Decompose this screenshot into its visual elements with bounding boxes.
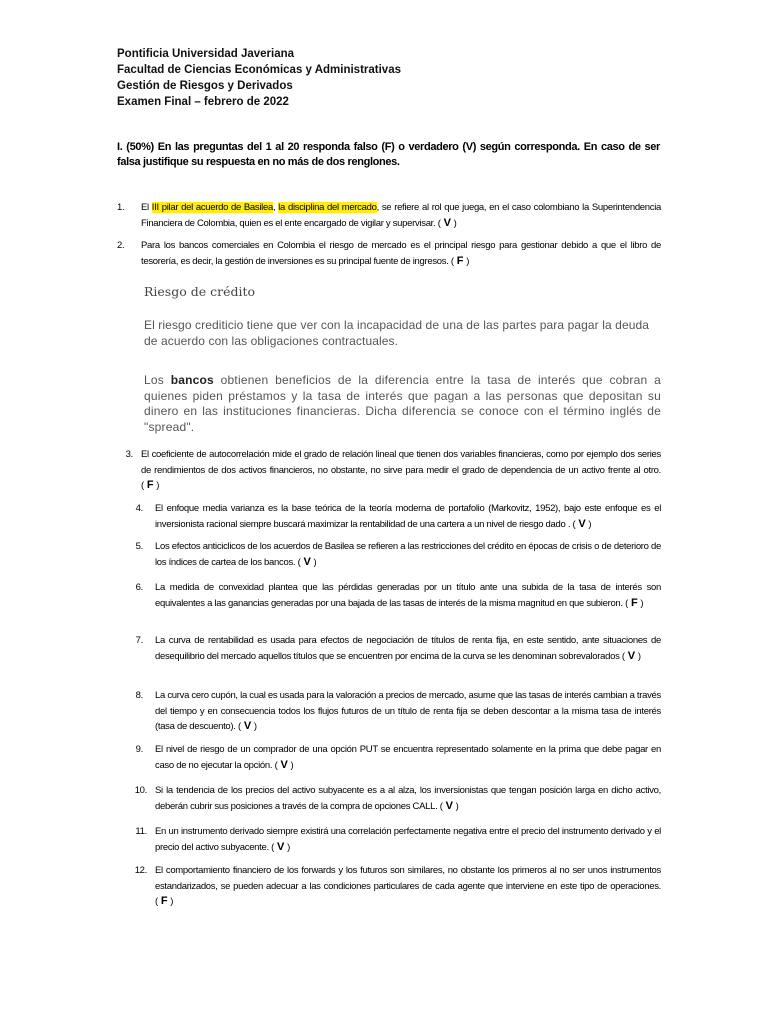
answer-mark: V — [578, 517, 586, 530]
question-10 — [117, 783, 661, 815]
question-2 — [117, 238, 661, 270]
answer-mark: V — [280, 758, 288, 771]
question-number: 3. — [125, 449, 133, 460]
answer-mark: V — [277, 840, 285, 853]
question-12 — [117, 863, 661, 911]
question-number: 12. — [134, 865, 147, 876]
answer-mark: V — [443, 216, 451, 229]
question-number: 10. — [134, 785, 147, 796]
question-text: El enfoque media varianza es la base teórica de la teoría moderna de portafolio (Markovitz, 1952), bajo este enfoque es el inversionista racional siempre buscará maximizar la rentabilidad de una cartera a un nivel de riesgo dado . ( V ) — [155, 503, 661, 530]
question-number: 5. — [135, 541, 143, 552]
question-text: El comportamiento financiero de los forwards y los futuros son similares, no obstante los primeros al no ser unos instrumentos estandarizados, se pueden adecuar a las condiciones particulares de cada agente que interviene en este tipo de operaciones. ( F ) — [155, 865, 661, 908]
question-number: 7. — [135, 635, 143, 646]
question-number: 2. — [117, 240, 125, 251]
course-name: Gestión de Riesgos y Derivados — [117, 80, 293, 92]
question-text: La curva de rentabilidad es usada para efectos de negociación de títulos de renta fija, en este sentido, ante situaciones de desequilibrio del mercado aquellos títulos que se encuentren por encima de la curva se les denominan sobrevalorados ( V ) — [155, 635, 661, 662]
question-text: El III pilar del acuerdo de Basilea, la disciplina del mercado, se refiere al rol que juega, en el caso colombiano la Superintendencia Financiera de Colombia, quien es el ente encargado de vigilar y supervisar. ( V ) — [141, 202, 662, 229]
question-6 — [117, 580, 661, 628]
question-8 — [117, 688, 661, 736]
answer-mark: V — [445, 799, 453, 812]
question-number: 4. — [135, 503, 143, 514]
university-name: Pontificia Universidad Javeriana — [117, 48, 295, 60]
section-instructions: I. (50%) En las preguntas del 1 al 20 responda falso (F) o verdadero (V) según corresponda. En caso de ser falsa justifique su respuesta en no más de dos renglones. — [117, 141, 660, 168]
answer-mark: F — [146, 479, 154, 492]
question-number: 1. — [117, 202, 125, 213]
question-1 — [117, 200, 661, 232]
question-text: La medida de convexidad plantea que las pérdidas generadas por un título ante una subida de la tasa de interés son equivalentes a las ganancias generadas por una bajada de las tasas de interés de la misma magnitud en que subieron. ( F ) — [155, 582, 661, 609]
exam-title: Examen Final – febrero de 2022 — [117, 96, 289, 108]
question-text: Si la tendencia de los precios del activo subyacente es a al alza, los inversionistas que tengan posición larga en dicho activo, deberán cubrir sus posiciones a través de la compra de opciones CALL. ( V ) — [155, 785, 661, 812]
question-number: 9. — [135, 744, 143, 755]
answer-mark: F — [630, 596, 638, 609]
faculty-name: Facultad de Ciencias Económicas y Administrativas — [117, 64, 401, 76]
highlight-market-discipline: la disciplina del mercado — [278, 202, 377, 213]
banks-bold: bancos — [170, 373, 214, 387]
credit-risk-paragraph-2: Los bancos obtienen beneficios de la diferencia entre la tasa de interés que cobran a quienes piden préstamos y la tasa de interés que pagan a las personas que depositan su dinero en las instituciones financieras. Dicha diferencia se conoce con el término inglés de "spread". — [144, 373, 662, 434]
question-9 — [117, 742, 661, 774]
question-text: En un instrumento derivado siempre existirá una correlación perfectamente negativa entre el precio del instrumento derivado y el precio del activo subyacente. ( V ) — [155, 826, 661, 853]
question-text: El coeficiente de autocorrelación mide el grado de relación lineal que tienen dos variables financieras, como por ejemplo dos series de rendimientos de dos activos financieros, no obstante, no sirve para medir el grado de dependencia de un activo frente al otro. ( F ) — [141, 449, 661, 492]
credit-risk-title: Riesgo de crédito — [144, 284, 256, 299]
question-4 — [117, 501, 661, 533]
question-7 — [117, 633, 661, 681]
question-3 — [117, 447, 661, 495]
question-5 — [117, 539, 661, 571]
answer-mark: V — [243, 720, 251, 733]
question-11 — [117, 824, 661, 856]
highlight-pillar: III pilar del acuerdo de Basilea — [151, 202, 273, 213]
question-text: Los efectos anticiclicos de los acuerdos de Basilea se refieren a las restricciones del crédito en épocas de crisis o de deterioro de los índices de cartea de los bancos. ( V ) — [155, 541, 661, 568]
question-text: La curva cero cupón, la cual es usada para la valoración a precios de mercado, asume que las tasas de interés cambian a través del tiempo y en consecuencia todos los flujos futuros de un título de renta fija se deben descontar a la misma tasa de interés (tasa de descuento). ( V ) — [155, 690, 661, 733]
question-number: 11. — [135, 826, 147, 837]
answer-mark: V — [303, 555, 311, 568]
question-text: El nivel de riesgo de un comprador de una opción PUT se encuentra representado solamente en la prima que debe pagar en caso de no ejecutar la opción. ( V ) — [155, 744, 661, 771]
question-number: 8. — [135, 690, 143, 701]
document-header — [117, 46, 401, 110]
question-number: 6. — [135, 582, 143, 593]
credit-risk-paragraph-1: El riesgo crediticio tiene que ver con la incapacidad de una de las partes para pagar la deuda de acuerdo con las obligaciones contractuales. — [144, 318, 650, 348]
answer-mark: F — [456, 254, 464, 267]
question-text: Para los bancos comerciales en Colombia el riesgo de mercado es el principal riesgo para gestionar debido a que el libro de tesorería, es decir, la gestión de inversiones es su principal fuente de ingresos. ( F ) — [141, 240, 661, 267]
answer-mark: V — [627, 649, 635, 662]
answer-mark: F — [160, 895, 168, 908]
